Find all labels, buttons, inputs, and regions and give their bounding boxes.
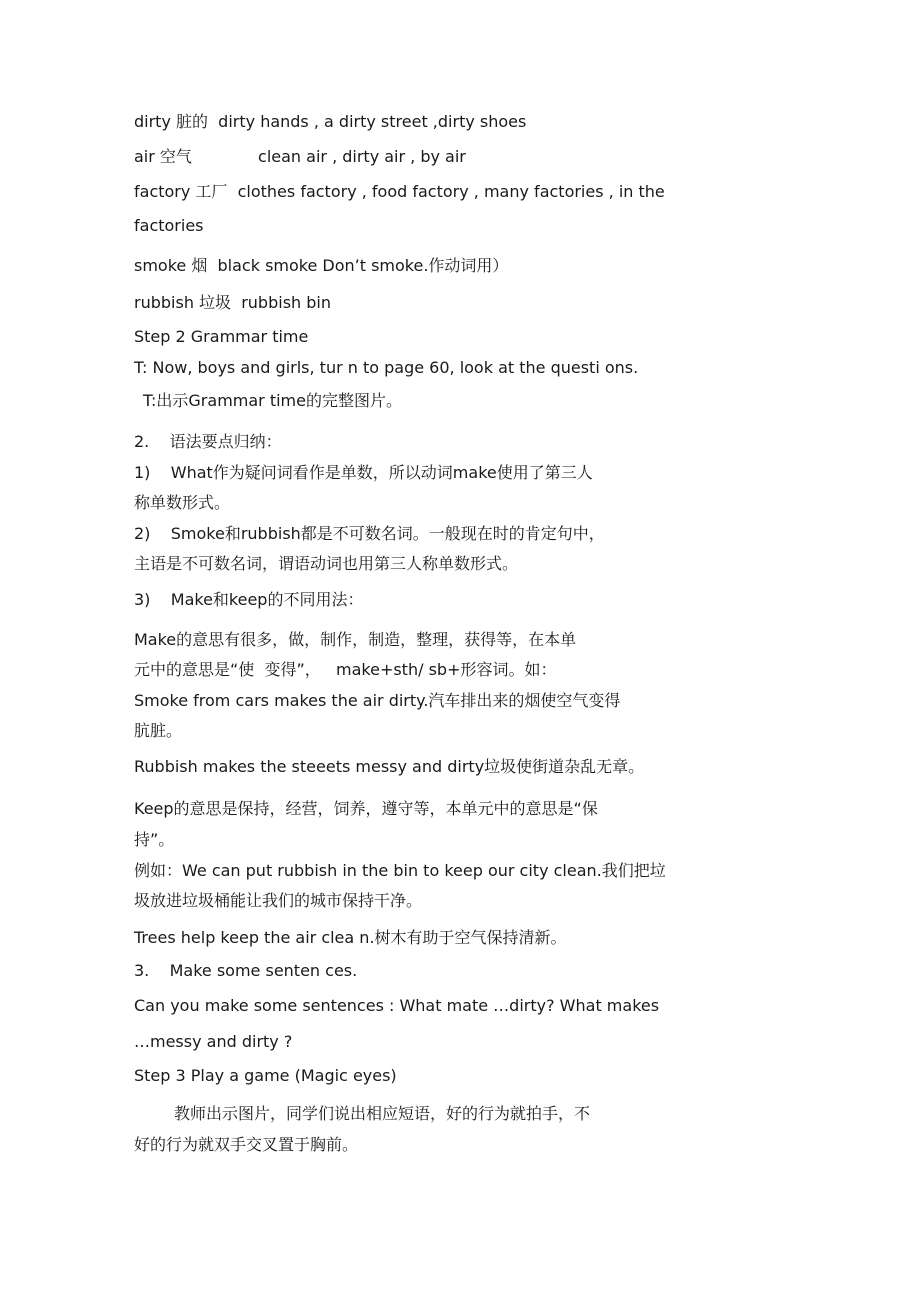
vocab-factory-cont: factories — [134, 216, 204, 235]
keep-meaning-cont: 持”。 — [134, 830, 175, 849]
make-example-1: Smoke from cars makes the air dirty.汽车排出来的烟使空气变得 — [134, 691, 621, 710]
grammar-point-2-cont: 主语是不可数名词，谓语动词也用第三人称单数形式。 — [134, 554, 519, 573]
grammar-point-1-cont: 称单数形式。 — [134, 493, 231, 512]
vocab-dirty: dirty 脏的 dirty hands , a dirty street ,dirty shoes — [134, 112, 527, 131]
vocab-air: air 空气 clean air , dirty air , by air — [134, 147, 466, 166]
grammar-point-3: 3) Make和keep的不同用法： — [134, 590, 364, 609]
keep-meaning: Keep的意思是保持，经营，饲养，遵守等，本单元中的意思是“保 — [134, 799, 598, 818]
make-meaning-cont: 元中的意思是“使 变得”， make+sth/ sb+形容词。如： — [134, 660, 557, 679]
make-meaning: Make的意思有很多，做，制作，制造，整理，获得等，在本单 — [134, 630, 577, 649]
teacher-instruction: T: Now, boys and girls, tur n to page 60, look at the questi ons. — [134, 358, 639, 377]
grammar-point-2: 2) Smoke和rubbish都是不可数名词。一般现在时的肯定句中， — [134, 524, 605, 543]
make-example-2: Rubbish makes the steeets messy and dirty垃圾使街道杂乱无章。 — [134, 757, 645, 776]
keep-example-2: Trees help keep the air clea n.树木有助于空气保持清新。 — [134, 928, 567, 947]
step-2-heading: Step 2 Grammar time — [134, 327, 309, 346]
make-sentences-prompt: Can you make some sentences : What mate …dirty? What makes — [134, 996, 660, 1015]
grammar-points-heading: 2. 语法要点归纳： — [134, 432, 282, 451]
vocab-smoke: smoke 烟 black smoke Don’t smoke.作动词用） — [134, 256, 509, 275]
step-3-heading: Step 3 Play a game (Magic eyes) — [134, 1066, 397, 1085]
game-instruction: 教师出示图片，同学们说出相应短语，好的行为就拍手，不 — [174, 1104, 591, 1123]
vocab-rubbish: rubbish 垃圾 rubbish bin — [134, 293, 331, 312]
make-sentences-prompt-cont: …messy and dirty ? — [134, 1032, 293, 1051]
teacher-show-picture: T:出示Grammar time的完整图片。 — [143, 391, 402, 410]
game-instruction-cont: 好的行为就双手交叉置于胸前。 — [134, 1135, 359, 1154]
make-sentences-heading: 3. Make some senten ces. — [134, 961, 358, 980]
vocab-factory: factory 工厂 clothes factory , food factory , many factories , in the — [134, 182, 665, 201]
grammar-point-1: 1) What作为疑问词看作是单数，所以动词make使用了第三人 — [134, 463, 593, 482]
keep-example-1: 例如：We can put rubbish in the bin to keep our city clean.我们把垃 — [134, 861, 666, 880]
keep-example-1-cont: 圾放进垃圾桶能让我们的城市保持干净。 — [134, 891, 423, 910]
make-example-1-cont: 肮脏。 — [134, 721, 183, 740]
